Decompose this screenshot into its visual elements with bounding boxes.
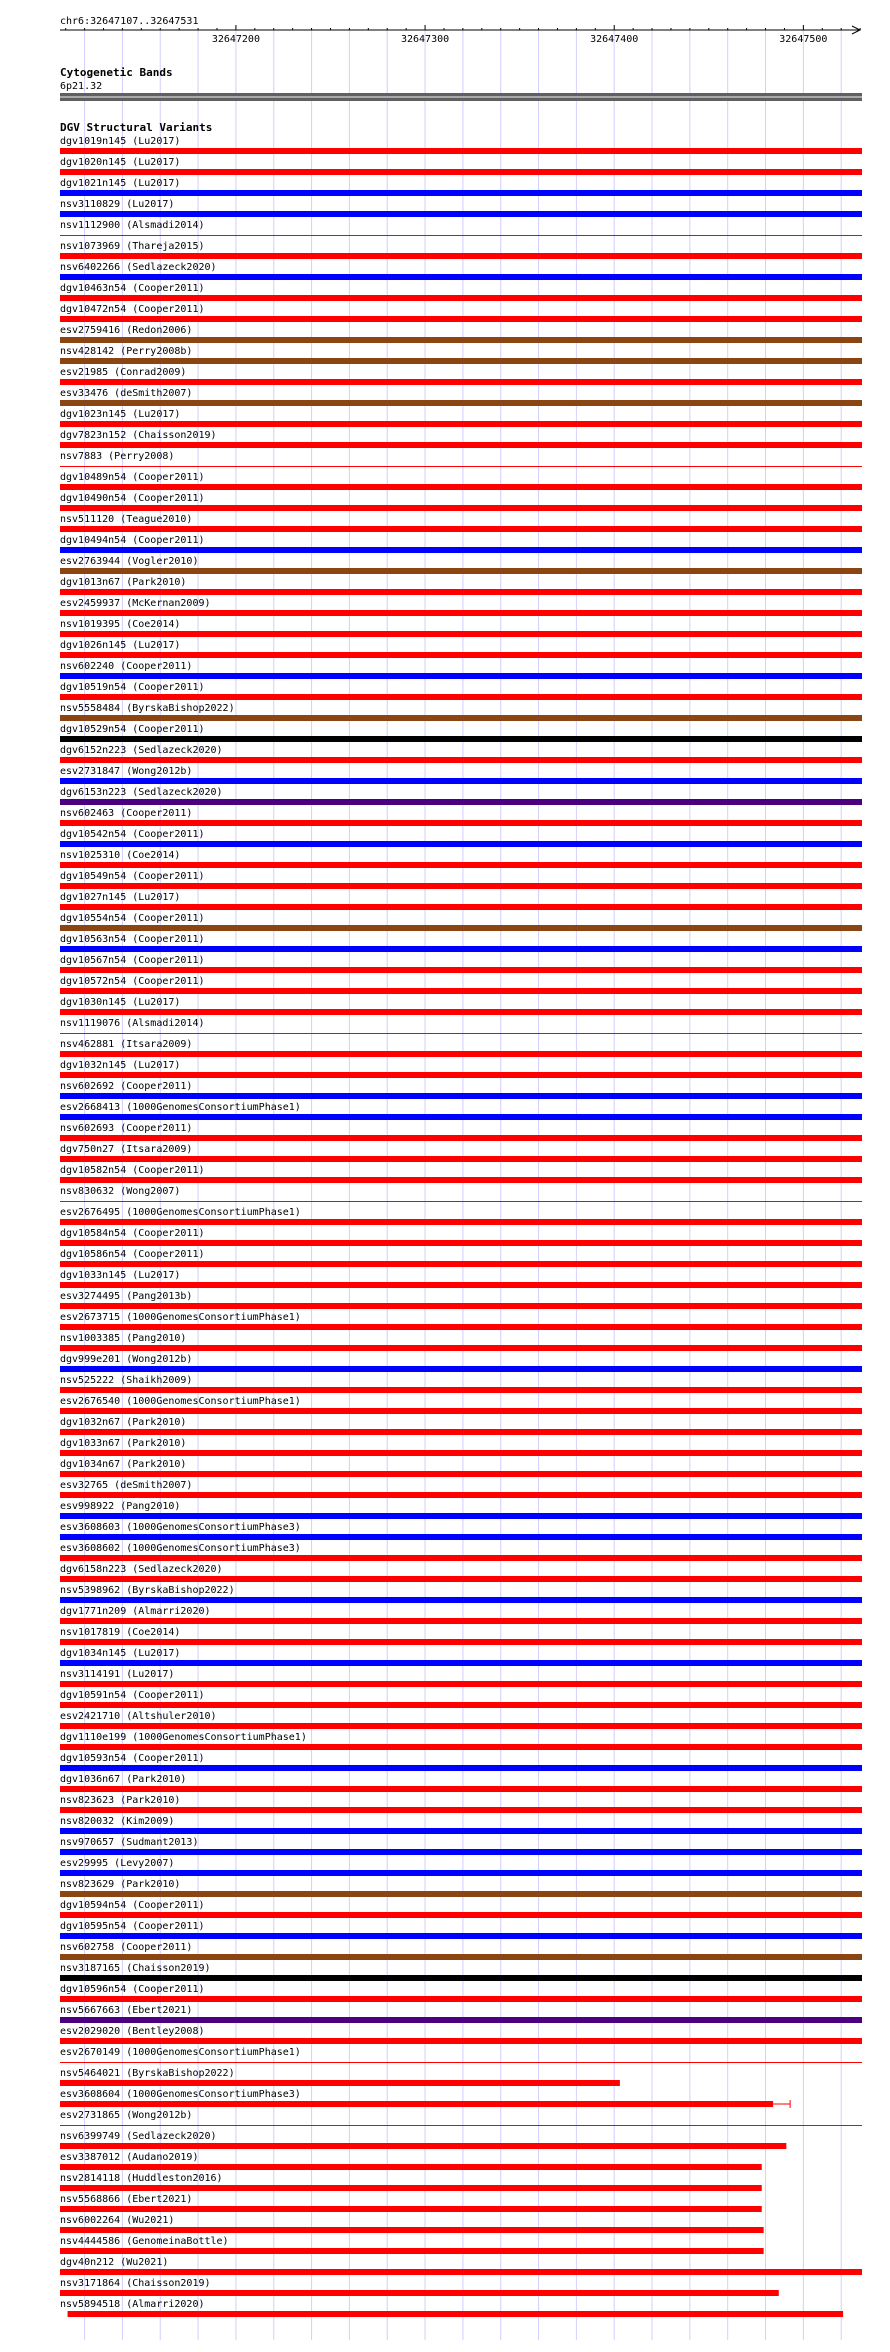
sv-feature-label: dgv10595n54 (Cooper2011)	[60, 1921, 205, 1932]
sv-feature-bar[interactable]	[60, 862, 862, 868]
sv-feature-bar[interactable]	[60, 1219, 862, 1225]
sv-feature-label: esv2763944 (Vogler2010)	[60, 556, 199, 567]
sv-feature-label: esv2759416 (Redon2006)	[60, 325, 193, 336]
sv-feature-label: esv2670149 (1000GenomesConsortiumPhase1)	[60, 2047, 301, 2058]
sv-feature-label: dgv10494n54 (Cooper2011)	[60, 535, 205, 546]
sv-feature-bar[interactable]	[60, 1828, 862, 1834]
sv-feature-bar[interactable]	[60, 337, 862, 343]
sv-feature-label: dgv1032n67 (Park2010)	[60, 1417, 187, 1428]
sv-feature-bar[interactable]	[60, 358, 862, 364]
sv-feature-bar[interactable]	[60, 1912, 862, 1918]
sv-feature-bar[interactable]	[60, 925, 862, 931]
sv-feature-label: dgv1030n145 (Lu2017)	[60, 997, 181, 1008]
sv-feature-label: dgv1026n145 (Lu2017)	[60, 640, 181, 651]
sv-feature-label: nsv1019395 (Coe2014)	[60, 619, 181, 630]
sv-feature-label: esv2668413 (1000GenomesConsortiumPhase1)	[60, 1102, 301, 1113]
sv-feature-bar[interactable]	[60, 967, 862, 973]
sv-feature-label: nsv2814118 (Huddleston2016)	[60, 2173, 223, 2184]
sv-feature-label: nsv5568866 (Ebert2021)	[60, 2194, 193, 2205]
sv-feature-bar[interactable]	[60, 841, 862, 847]
sv-feature-label: dgv1013n67 (Park2010)	[60, 577, 187, 588]
sv-feature-label: dgv7823n152 (Chaisson2019)	[60, 430, 217, 441]
sv-feature-bar[interactable]	[60, 1240, 862, 1246]
sv-feature-bar[interactable]	[60, 1114, 862, 1120]
sv-feature-label: nsv823629 (Park2010)	[60, 1879, 181, 1890]
sv-feature-label: nsv1017819 (Coe2014)	[60, 1627, 181, 1638]
sv-feature-label: dgv750n27 (Itsara2009)	[60, 1144, 193, 1155]
sv-feature-label: dgv1027n145 (Lu2017)	[60, 892, 181, 903]
sv-feature-bar[interactable]	[60, 1744, 862, 1750]
sv-feature-bar[interactable]	[60, 2080, 620, 2086]
sv-feature-label: nsv820032 (Kim2009)	[60, 1816, 175, 1827]
sv-feature-bar[interactable]	[60, 2227, 764, 2233]
sv-feature-bar[interactable]	[60, 799, 862, 805]
sv-feature-label: esv3387012 (Audano2019)	[60, 2152, 199, 2163]
sv-feature-label: nsv3187165 (Chaisson2019)	[60, 1963, 211, 1974]
sv-feature-label: dgv1034n145 (Lu2017)	[60, 1648, 181, 1659]
sv-feature-label: nsv6002264 (Wu2021)	[60, 2215, 175, 2226]
sv-feature-label: nsv602463 (Cooper2011)	[60, 808, 193, 819]
sv-feature-label: esv2676495 (1000GenomesConsortiumPhase1)	[60, 1207, 301, 1218]
sv-feature-bar[interactable]	[60, 1429, 862, 1435]
sv-feature-bar[interactable]	[60, 988, 862, 994]
sv-feature-label: esv21985 (Conrad2009)	[60, 367, 187, 378]
sv-feature-label: dgv1036n67 (Park2010)	[60, 1774, 187, 1785]
ruler-tick-label: 32647300	[400, 34, 450, 45]
sv-feature-label: dgv10591n54 (Cooper2011)	[60, 1690, 205, 1701]
sv-feature-bar[interactable]	[60, 2125, 862, 2126]
sv-feature-bar[interactable]	[60, 1282, 862, 1288]
sv-feature-bar[interactable]	[60, 211, 862, 217]
sv-feature-bar[interactable]	[60, 1807, 862, 1813]
sv-feature-bar[interactable]	[60, 547, 862, 553]
sv-feature-label: nsv1119076 (Alsmadi2014)	[60, 1018, 205, 1029]
track-title: DGV Structural Variants	[60, 121, 213, 134]
sv-feature-bar[interactable]	[60, 1618, 862, 1624]
sv-feature-label: esv2029020 (Bentley2008)	[60, 2026, 205, 2037]
sv-feature-bar[interactable]	[60, 1996, 862, 2002]
sv-feature-bar[interactable]	[60, 2290, 779, 2296]
sv-feature-label: nsv602240 (Cooper2011)	[60, 661, 193, 672]
sv-features	[60, 136, 862, 2317]
sv-feature-label: dgv6158n223 (Sedlazeck2020)	[60, 1564, 223, 1575]
sv-feature-label: dgv6153n223 (Sedlazeck2020)	[60, 787, 223, 798]
sv-feature-label: dgv10472n54 (Cooper2011)	[60, 304, 205, 315]
sv-feature-bar[interactable]	[60, 2038, 862, 2044]
sv-feature-label: esv2731847 (Wong2012b)	[60, 766, 193, 777]
sv-feature-bar[interactable]	[60, 421, 862, 427]
sv-feature-label: dgv10582n54 (Cooper2011)	[60, 1165, 205, 1176]
sv-feature-bar[interactable]	[60, 2101, 773, 2107]
sv-feature-label: esv3608603 (1000GenomesConsortiumPhase3)	[60, 1522, 301, 1533]
sv-feature-label: nsv1003385 (Pang2010)	[60, 1333, 187, 1344]
sv-feature-label: nsv1025310 (Coe2014)	[60, 850, 181, 861]
sv-feature-label: dgv1033n145 (Lu2017)	[60, 1270, 181, 1281]
sv-feature-bar[interactable]	[60, 2185, 762, 2191]
sv-feature-label: esv29995 (Levy2007)	[60, 1858, 175, 1869]
sv-feature-label: dgv10463n54 (Cooper2011)	[60, 283, 205, 294]
sv-feature-label: nsv823623 (Park2010)	[60, 1795, 181, 1806]
sv-feature-bar[interactable]	[60, 1702, 862, 1708]
sv-feature-label: nsv6402266 (Sedlazeck2020)	[60, 262, 217, 273]
sv-feature-label: esv3608602 (1000GenomesConsortiumPhase3)	[60, 1543, 301, 1554]
sv-feature-bar[interactable]	[60, 1345, 862, 1351]
sv-feature-label: dgv10490n54 (Cooper2011)	[60, 493, 205, 504]
sv-feature-label: esv2676540 (1000GenomesConsortiumPhase1)	[60, 1396, 301, 1407]
sv-feature-bar[interactable]	[60, 1765, 862, 1771]
sv-feature-bar[interactable]	[60, 295, 862, 301]
ruler-tick-label: 32647500	[779, 34, 828, 45]
sv-feature-label: esv32765 (deSmith2007)	[60, 1480, 193, 1491]
sv-feature-bar[interactable]	[60, 1639, 862, 1645]
sv-feature-label: esv3608604 (1000GenomesConsortiumPhase3)	[60, 2089, 301, 2100]
sv-feature-bar[interactable]	[60, 1261, 862, 1267]
sv-feature-label: nsv6399749 (Sedlazeck2020)	[60, 2131, 217, 2142]
sv-feature-label: nsv5667663 (Ebert2021)	[60, 2005, 193, 2016]
sv-feature-label: nsv5464021 (ByrskaBishop2022)	[60, 2068, 235, 2079]
sv-feature-bar[interactable]	[60, 1891, 862, 1897]
sv-feature-bar[interactable]	[60, 1870, 862, 1876]
sv-feature-bar[interactable]	[60, 1135, 862, 1141]
sv-feature-label: nsv3114191 (Lu2017)	[60, 1669, 175, 1680]
sv-feature-label: dgv1771n209 (Almarri2020)	[60, 1606, 211, 1617]
sv-feature-bar[interactable]	[60, 1513, 862, 1519]
sv-feature-label: esv2731865 (Wong2012b)	[60, 2110, 193, 2121]
sv-feature-bar[interactable]	[60, 2164, 762, 2170]
sv-feature-label: dgv10572n54 (Cooper2011)	[60, 976, 205, 987]
sv-feature-label: nsv830632 (Wong2007)	[60, 1186, 181, 1197]
sv-feature-bar[interactable]	[60, 1366, 862, 1372]
sv-feature-label: dgv1032n145 (Lu2017)	[60, 1060, 181, 1071]
sv-feature-bar[interactable]	[60, 190, 862, 196]
cytoband-name: 6p21.32	[60, 81, 103, 92]
sv-feature-bar[interactable]	[60, 946, 862, 952]
sv-feature-label: nsv4444586 (GenomeinaBottle)	[60, 2236, 229, 2247]
sv-feature-bar[interactable]	[60, 820, 862, 826]
sv-feature-label: nsv5894518 (Almarri2020)	[60, 2299, 205, 2310]
sv-feature-bar[interactable]	[60, 694, 862, 700]
sv-feature-bar[interactable]	[60, 379, 862, 385]
sv-feature-label: esv2459937 (McKernan2009)	[60, 598, 211, 609]
sv-feature-bar[interactable]	[60, 1051, 862, 1057]
sv-feature-label: nsv1112900 (Alsmadi2014)	[60, 220, 205, 231]
sv-feature-bar[interactable]	[60, 904, 862, 910]
sv-feature-label: nsv1073969 (Thareja2015)	[60, 241, 205, 252]
sv-feature-label: nsv602693 (Cooper2011)	[60, 1123, 193, 1134]
sv-feature-bar[interactable]	[60, 526, 862, 532]
sv-feature-bar[interactable]	[60, 1156, 862, 1162]
sv-feature-label: esv2421710 (Altshuler2010)	[60, 1711, 217, 1722]
sv-feature-bar[interactable]	[60, 253, 862, 259]
sv-feature-label: nsv428142 (Perry2008b)	[60, 346, 193, 357]
sv-feature-label: nsv970657 (Sudmant2013)	[60, 1837, 199, 1848]
sv-feature-bar[interactable]	[60, 715, 862, 721]
sv-feature-bar[interactable]	[60, 1597, 862, 1603]
sv-feature-label: dgv10584n54 (Cooper2011)	[60, 1228, 205, 1239]
sv-feature-label: dgv10519n54 (Cooper2011)	[60, 682, 205, 693]
sv-feature-bar[interactable]	[60, 1387, 862, 1393]
sv-feature-label: nsv3110829 (Lu2017)	[60, 199, 175, 210]
sv-feature-label: dgv1033n67 (Park2010)	[60, 1438, 187, 1449]
sv-feature-bar[interactable]	[60, 505, 862, 511]
sv-feature-bar[interactable]	[60, 169, 862, 175]
sv-feature-bar[interactable]	[60, 1492, 862, 1498]
sv-feature-label: nsv525222 (Shaikh2009)	[60, 1375, 193, 1386]
sv-feature-label: nsv602692 (Cooper2011)	[60, 1081, 193, 1092]
sv-feature-bar[interactable]	[60, 235, 862, 236]
sv-feature-bar[interactable]	[60, 1009, 862, 1015]
sv-feature-label: dgv6152n223 (Sedlazeck2020)	[60, 745, 223, 756]
sv-feature-label: esv2673715 (1000GenomesConsortiumPhase1)	[60, 1312, 301, 1323]
sv-feature-label: nsv511120 (Teague2010)	[60, 514, 193, 525]
region-label: chr6:32647107..32647531	[60, 16, 199, 27]
sv-feature-label: dgv1019n145 (Lu2017)	[60, 136, 181, 147]
sv-feature-label: dgv10594n54 (Cooper2011)	[60, 1900, 205, 1911]
sv-feature-label: dgv1110e199 (1000GenomesConsortiumPhase1)	[60, 1732, 307, 1743]
sv-feature-bar[interactable]	[60, 442, 862, 448]
sv-feature-bar[interactable]	[60, 1849, 862, 1855]
sv-feature-label: dgv40n212 (Wu2021)	[60, 2257, 169, 2268]
sv-feature-bar[interactable]	[60, 1450, 862, 1456]
sv-feature-bar[interactable]	[60, 274, 862, 280]
sv-feature-label: dgv10586n54 (Cooper2011)	[60, 1249, 205, 1260]
sv-feature-bar[interactable]	[60, 1033, 862, 1034]
sv-feature-bar[interactable]	[60, 484, 862, 490]
cytoband-title: Cytogenetic Bands	[60, 66, 173, 79]
sv-feature-bar[interactable]	[60, 1324, 862, 1330]
sv-feature-bar[interactable]	[60, 778, 862, 784]
sv-feature-bar[interactable]	[60, 2017, 862, 2023]
sv-feature-bar[interactable]	[60, 400, 862, 406]
sv-feature-label: nsv7883 (Perry2008)	[60, 451, 175, 462]
sv-feature-label: esv998922 (Pang2010)	[60, 1501, 181, 1512]
sv-feature-bar[interactable]	[60, 652, 862, 658]
sv-feature-label: dgv10567n54 (Cooper2011)	[60, 955, 205, 966]
sv-feature-label: dgv10489n54 (Cooper2011)	[60, 472, 205, 483]
sv-feature-bar[interactable]	[60, 1723, 862, 1729]
sv-feature-label: dgv10529n54 (Cooper2011)	[60, 724, 205, 735]
sv-feature-bar[interactable]	[60, 2062, 862, 2063]
sv-feature-bar[interactable]	[60, 568, 862, 574]
sv-feature-bar[interactable]	[60, 316, 862, 322]
sv-feature-bar[interactable]	[60, 1660, 862, 1666]
sv-feature-label: dgv10593n54 (Cooper2011)	[60, 1753, 205, 1764]
sv-feature-label: dgv10596n54 (Cooper2011)	[60, 1984, 205, 1995]
sv-feature-label: nsv5398962 (ByrskaBishop2022)	[60, 1585, 235, 1596]
sv-feature-bar[interactable]	[60, 610, 862, 616]
sv-feature-bar[interactable]	[60, 1201, 862, 1202]
sv-feature-label: nsv5558484 (ByrskaBishop2022)	[60, 703, 235, 714]
sv-feature-bar[interactable]	[60, 1555, 862, 1561]
sv-feature-label: dgv10563n54 (Cooper2011)	[60, 934, 205, 945]
sv-feature-bar[interactable]	[60, 736, 862, 742]
sv-feature-label: esv33476 (deSmith2007)	[60, 388, 193, 399]
sv-feature-bar[interactable]	[60, 673, 862, 679]
sv-feature-bar[interactable]	[60, 1576, 862, 1582]
sv-feature-bar[interactable]	[60, 883, 862, 889]
sv-feature-label: dgv999e201 (Wong2012b)	[60, 1354, 193, 1365]
sv-feature-bar[interactable]	[60, 1975, 862, 1981]
sv-feature-bar[interactable]	[60, 2248, 764, 2254]
sv-feature-bar[interactable]	[60, 1786, 862, 1792]
sv-feature-bar[interactable]	[60, 1072, 862, 1078]
sv-feature-bar[interactable]	[60, 589, 862, 595]
sv-feature-label: nsv602758 (Cooper2011)	[60, 1942, 193, 1953]
sv-feature-bar[interactable]	[60, 1681, 862, 1687]
sv-feature-bar[interactable]	[60, 2143, 786, 2149]
sv-feature-bar[interactable]	[60, 1534, 862, 1540]
cytoband-bar-highlight	[60, 96, 862, 98]
sv-feature-bar[interactable]	[60, 1954, 862, 1960]
ruler-tick-label: 32647200	[211, 34, 260, 45]
sv-feature-bar[interactable]	[60, 1093, 862, 1099]
sv-feature-label: dgv1021n145 (Lu2017)	[60, 178, 181, 189]
sv-feature-label: dgv1034n67 (Park2010)	[60, 1459, 187, 1470]
sv-feature-label: dgv1020n145 (Lu2017)	[60, 157, 181, 168]
sv-feature-bar[interactable]	[60, 466, 862, 467]
ruler-tick-label: 32647400	[590, 34, 639, 45]
sv-feature-bar[interactable]	[60, 2269, 862, 2275]
sv-feature-label: nsv3171864 (Chaisson2019)	[60, 2278, 211, 2289]
sv-feature-bar[interactable]	[60, 631, 862, 637]
sv-feature-bar[interactable]	[60, 2206, 762, 2212]
sv-feature-bar[interactable]	[60, 148, 862, 154]
sv-feature-label: dgv10549n54 (Cooper2011)	[60, 871, 205, 882]
sv-feature-bar[interactable]	[68, 2311, 844, 2317]
sv-feature-bar[interactable]	[60, 1408, 862, 1414]
sv-feature-bar[interactable]	[60, 1177, 862, 1183]
sv-feature-label: dgv10542n54 (Cooper2011)	[60, 829, 205, 840]
sv-feature-bar[interactable]	[60, 1471, 862, 1477]
sv-feature-label: esv3274495 (Pang2013b)	[60, 1291, 193, 1302]
sv-feature-label: dgv10554n54 (Cooper2011)	[60, 913, 205, 924]
sv-feature-bar[interactable]	[60, 1303, 862, 1309]
sv-feature-bar[interactable]	[60, 1933, 862, 1939]
sv-feature-label: nsv462881 (Itsara2009)	[60, 1039, 193, 1050]
sv-feature-label: dgv1023n145 (Lu2017)	[60, 409, 181, 420]
sv-feature-bar[interactable]	[60, 757, 862, 763]
